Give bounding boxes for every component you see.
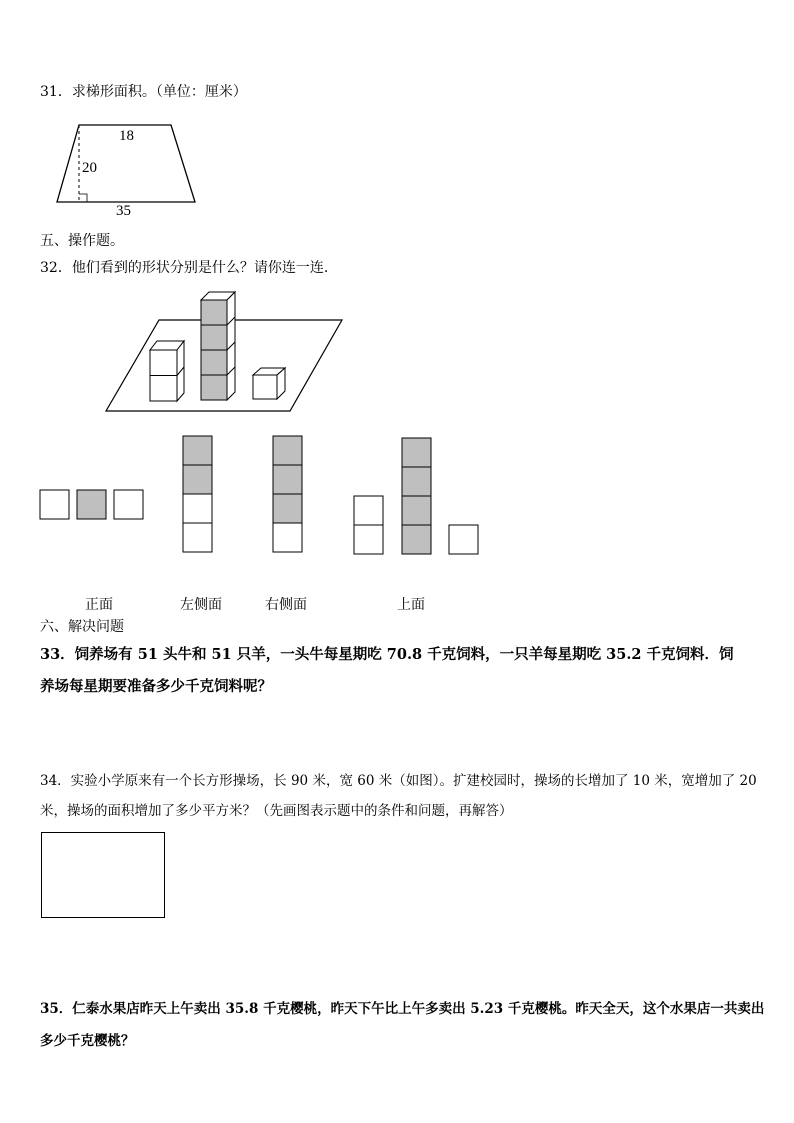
middle-cube-stack	[201, 292, 235, 400]
view-label-left: 左侧面	[180, 597, 222, 613]
playground-rectangle	[41, 832, 165, 918]
section6-heading: 六、解决问题	[40, 619, 124, 635]
trapezoid-figure	[50, 115, 250, 225]
q34-line1: 34．实验小学原来有一个长方形操场，长 90 米，宽 60 米（如图）。扩建校园时，操场的长增加了 10 米，宽增加了 20	[40, 773, 757, 789]
q35-line2: 多少千克樱桃？	[40, 1033, 135, 1049]
right-cube	[253, 368, 285, 399]
trapezoid-bottom-label: 35	[116, 203, 131, 219]
view-option-b	[183, 436, 212, 552]
trapezoid-top-label: 18	[119, 128, 134, 144]
q32-title: 32．他们看到的形状分别是什么？请你连一连.	[40, 260, 329, 276]
left-cube-stack	[150, 341, 184, 401]
view-label-front: 正面	[85, 597, 113, 613]
q33-line1: 33．饲养场有 51 头牛和 51 只羊，一头牛每星期吃 70.8 千克饲料，一只羊每星期吃 35.2 千克饲料．饲	[40, 646, 734, 663]
q33-line2: 养场每星期要准备多少千克饲料呢？	[40, 678, 272, 695]
q31-title: 31．求梯形面积。（单位：厘米）	[40, 84, 247, 100]
view-label-right: 右侧面	[265, 597, 307, 613]
view-label-top: 上面	[397, 597, 425, 613]
q34-line2: 米，操场的面积增加了多少平方米？（先画图表示题中的条件和问题，再解答）	[40, 803, 513, 819]
view-option-c	[273, 436, 302, 552]
view-option-a	[40, 490, 143, 519]
q35-line1: 35．仁泰水果店昨天上午卖出 35.8 千克樱桃，昨天下午比上午多卖出 5.23 千克樱桃。昨天全天，这个水果店一共卖出	[40, 1001, 765, 1017]
cube-stack-figure	[0, 285, 794, 615]
view-option-d	[354, 438, 478, 554]
section5-heading: 五、操作题。	[40, 233, 124, 249]
trapezoid-height-label: 20	[82, 160, 97, 176]
